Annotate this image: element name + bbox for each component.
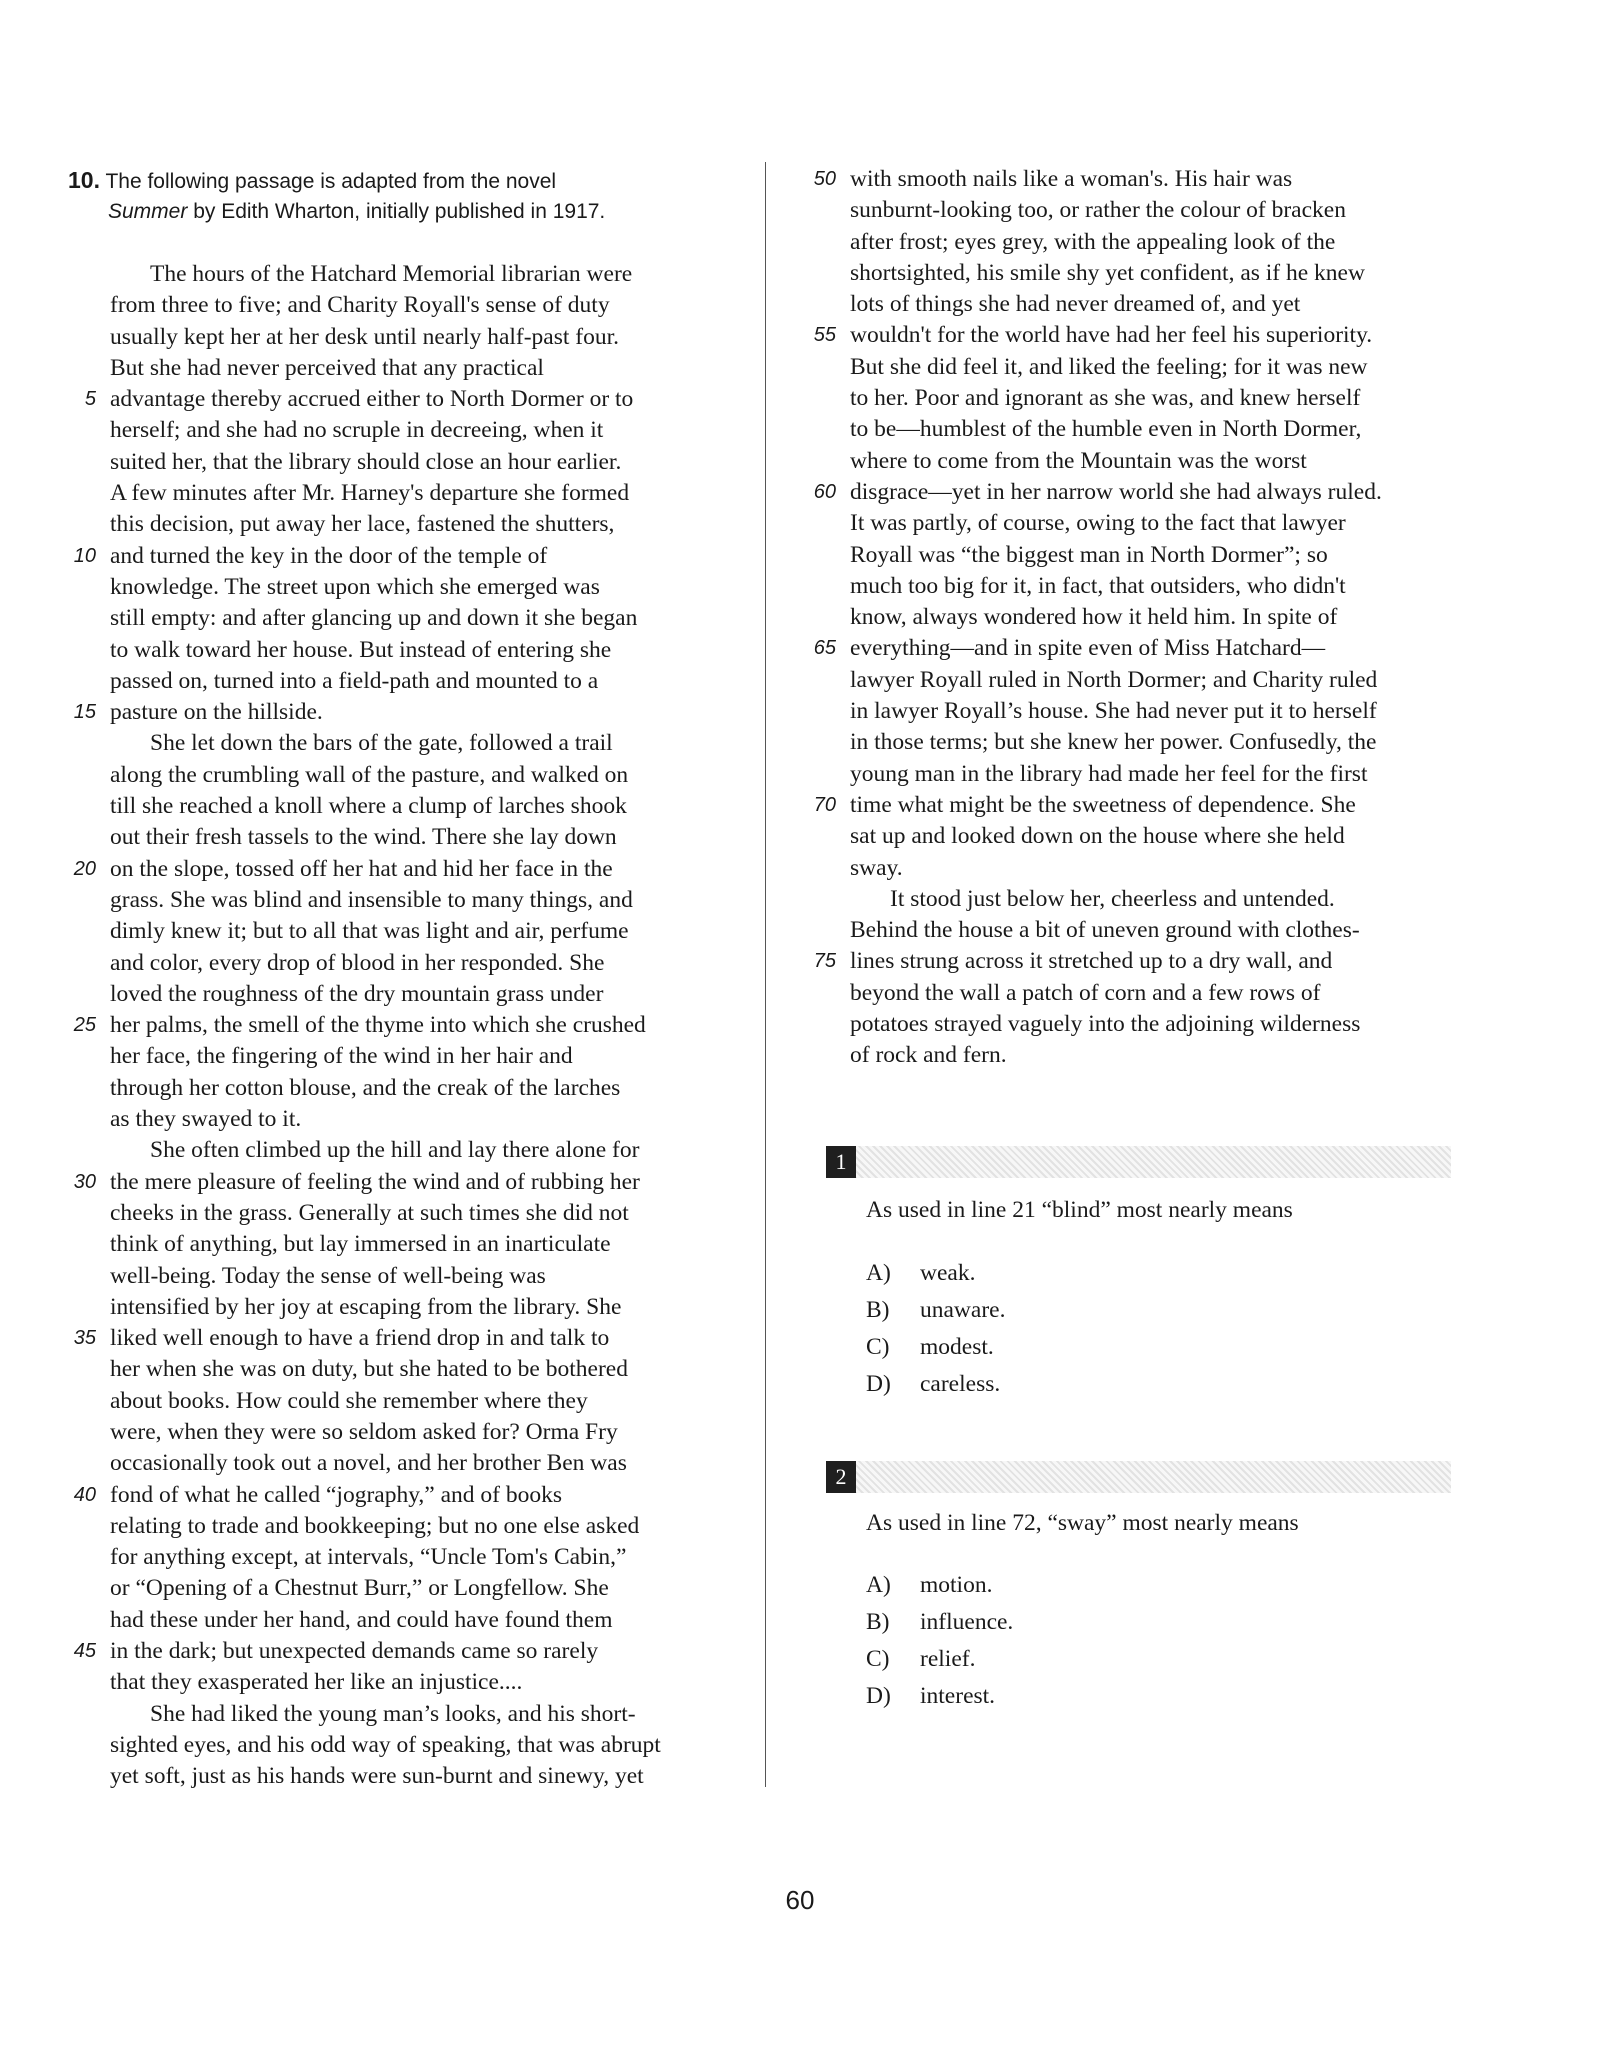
passage-line (66, 885, 766, 916)
passage-line (806, 477, 1486, 508)
intro-line-1 (68, 165, 748, 197)
line-number: 50 (813, 168, 836, 190)
passage-line (806, 853, 1486, 884)
line-number: 35 (73, 1327, 96, 1350)
choice-text: unaware. (920, 1297, 1006, 1323)
line-text: beyond the wall a patch of corn and a few rows of (850, 979, 1321, 1006)
passage-line (806, 258, 1486, 289)
line-text: shortsighted, his smile shy yet confident, as if he knew (850, 259, 1365, 286)
passage-line (66, 1354, 766, 1385)
line-text: from three to five; and Charity Royall's sense of duty (110, 292, 610, 319)
passage-line (806, 289, 1486, 320)
line-text: usually kept her at her desk until nearly half-past four. (110, 323, 620, 350)
line-number: 25 (73, 1014, 96, 1037)
passage-line (66, 1573, 766, 1604)
passage-line (806, 446, 1486, 477)
line-text: suited her, that the library should close an hour earlier. (110, 448, 622, 475)
line-text: about books. How could she remember where they (110, 1387, 588, 1414)
passage-line (66, 916, 766, 947)
passage-line (806, 884, 1486, 915)
line-text: She let down the bars of the gate, followed a trail (150, 730, 613, 757)
passage-line (806, 602, 1486, 633)
line-text: still empty: and after glancing up and down it she began (110, 605, 638, 632)
line-text: had these under her hand, and could have found them (110, 1606, 613, 1633)
passage-line (66, 791, 766, 822)
line-text: lawyer Royall ruled in North Dormer; and Charity ruled (850, 666, 1378, 693)
line-text: occasionally took out a novel, and her brother Ben was (110, 1450, 627, 1477)
line-text: passed on, turned into a field-path and mounted to a (110, 667, 599, 694)
line-text: in lawyer Royall’s house. She had never put it to herself (850, 698, 1377, 725)
line-text: that they exasperated her like an injustice.... (110, 1669, 523, 1696)
passage-line (66, 1730, 766, 1761)
passage-line (806, 320, 1486, 351)
line-text: this decision, put away her lace, fastened the shutters, (110, 511, 615, 538)
passage-line (806, 164, 1486, 195)
passage-line (806, 633, 1486, 664)
line-text: It was partly, of course, owing to the fact that lawyer (850, 510, 1346, 537)
intro-line-2 (68, 197, 748, 227)
line-text: But she did feel it, and liked the feeling; for it was new (850, 353, 1368, 380)
question-2-choice-b[interactable] (866, 1609, 1013, 1636)
line-text: knowledge. The street upon which she emerged was (110, 573, 600, 600)
line-text: with smooth nails like a woman's. His hair was (850, 166, 1293, 192)
choice-letter: A) (866, 1572, 891, 1598)
line-text: loved the roughness of the dry mountain grass under (110, 980, 604, 1007)
question-1-choice-a[interactable] (866, 1260, 975, 1287)
question-1-header-bar (826, 1146, 1451, 1178)
choice-letter: C) (866, 1646, 890, 1672)
passage-line (806, 352, 1486, 383)
line-text: sat up and looked down on the house where she held (850, 823, 1345, 850)
line-text: everything—and in spite even of Miss Hatchard— (850, 635, 1326, 662)
passage-line (806, 790, 1486, 821)
line-text: sway. (850, 854, 903, 881)
choice-letter: D) (866, 1683, 891, 1709)
line-text: think of anything, but lay immersed in an inarticulate (110, 1231, 611, 1258)
passage-line (806, 821, 1486, 852)
passage-line (66, 572, 766, 603)
question-2-header-bar (826, 1461, 1451, 1493)
passage-line (806, 508, 1486, 539)
line-text: much too big for it, in fact, that outsiders, who didn't (850, 572, 1346, 599)
choice-letter: B) (866, 1297, 890, 1323)
line-text: lines strung across it stretched up to a dry wall, and (850, 948, 1333, 975)
line-text: through her cotton blouse, and the creak of the larches (110, 1074, 621, 1101)
passage-line (66, 1448, 766, 1479)
passage-line (66, 384, 766, 415)
passage-line (806, 1009, 1486, 1040)
line-text: herself; and she had no scruple in decreeing, when it (110, 417, 604, 444)
passage-line (66, 353, 766, 384)
line-text: were, when they were so seldom asked for? Orma Fry (110, 1418, 618, 1445)
choice-letter: C) (866, 1334, 890, 1360)
passage-line (66, 290, 766, 321)
choice-text: relief. (920, 1646, 976, 1672)
question-1-number-box: 1 (826, 1146, 856, 1178)
line-number: 20 (73, 857, 96, 880)
choice-text: careless. (920, 1371, 1001, 1397)
question-intro (68, 165, 748, 227)
line-text: to her. Poor and ignorant as she was, and knew herself (850, 385, 1361, 412)
passage-right-column (806, 164, 1486, 1072)
question-2-choice-c[interactable] (866, 1646, 975, 1673)
passage-line (66, 1636, 766, 1667)
passage-line (66, 1605, 766, 1636)
choice-letter: B) (866, 1609, 890, 1635)
choice-text: motion. (920, 1572, 993, 1598)
line-text: after frost; eyes grey, with the appealing look of the (850, 228, 1336, 255)
line-number: 30 (73, 1170, 96, 1193)
passage-line (66, 1229, 766, 1260)
line-text: her when she was on duty, but she hated to be bothered (110, 1356, 628, 1383)
line-text: along the crumbling wall of the pasture, and walked on (110, 761, 629, 788)
line-text: pasture on the hillside. (110, 699, 323, 726)
passage-line (66, 603, 766, 634)
passage-line (66, 948, 766, 979)
passage-line (66, 1041, 766, 1072)
line-text: in those terms; but she knew her power. Confusedly, the (850, 729, 1377, 756)
passage-line (66, 979, 766, 1010)
line-text: and turned the key in the door of the temple of (110, 542, 548, 569)
page-number: 60 (785, 1885, 815, 1915)
line-number: 55 (813, 324, 836, 347)
line-text: She had liked the young man’s looks, and his short- (150, 1700, 636, 1727)
line-text: grass. She was blind and insensible to many things, and (110, 886, 633, 913)
line-text: dimly knew it; but to all that was light and air, perfume (110, 918, 629, 945)
line-number: 15 (73, 701, 96, 724)
choice-text: interest. (920, 1683, 996, 1709)
passage-line (806, 915, 1486, 946)
passage-line (66, 728, 766, 759)
line-text: her palms, the smell of the thyme into which she crushed (110, 1012, 646, 1039)
line-text: to be—humblest of the humble even in North Dormer, (850, 416, 1362, 443)
line-number: 5 (84, 388, 96, 411)
line-text: or “Opening of a Chestnut Burr,” or Longfellow. She (110, 1575, 609, 1602)
line-text: out their fresh tassels to the wind. There she lay down (110, 824, 617, 851)
passage-line (806, 195, 1486, 226)
passage-line (66, 322, 766, 353)
passage-line (806, 1040, 1486, 1071)
line-text: time what might be the sweetness of dependence. She (850, 791, 1356, 818)
passage-line (66, 635, 766, 666)
passage-line (66, 1761, 766, 1792)
passage-line (806, 978, 1486, 1009)
line-text: the mere pleasure of feeling the wind and of rubbing her (110, 1168, 640, 1195)
line-text: A few minutes after Mr. Harney's departure she formed (110, 480, 630, 507)
question-2-prompt: As used in line 72, “sway” most nearly means (866, 1510, 1299, 1536)
line-text: The hours of the Hatchard Memorial librarian were (150, 261, 633, 287)
passage-line (66, 1542, 766, 1573)
line-number: 70 (813, 793, 836, 816)
passage-line (806, 540, 1486, 571)
line-text: as they swayed to it. (110, 1106, 302, 1133)
line-text: wouldn't for the world have had her feel his superiority. (850, 322, 1373, 349)
passage-line (66, 259, 766, 290)
line-number: 40 (73, 1483, 96, 1506)
line-number: 45 (73, 1640, 96, 1663)
line-text: know, always wondered how it held him. In spite of (850, 604, 1338, 631)
line-text: potatoes strayed vaguely into the adjoining wilderness (850, 1011, 1361, 1038)
passage-line (66, 478, 766, 509)
question-1-choice-c[interactable] (866, 1334, 994, 1361)
line-text: till she reached a knoll where a clump of larches shook (110, 793, 627, 820)
line-text: yet soft, just as his hands were sun-burnt and sinewy, yet (110, 1763, 644, 1790)
line-text: liked well enough to have a friend drop in and talk to (110, 1325, 610, 1352)
line-text: intensified by her joy at escaping from the library. She (110, 1293, 622, 1320)
line-text: her face, the fingering of the wind in her hair and (110, 1043, 573, 1070)
choice-text: influence. (920, 1609, 1014, 1635)
question-1-prompt: As used in line 21 “blind” most nearly means (866, 1197, 1293, 1223)
choice-letter: A) (866, 1260, 891, 1286)
passage-line (806, 414, 1486, 445)
line-text: But she had never perceived that any practical (110, 354, 544, 381)
passage-line (806, 227, 1486, 258)
passage-line (66, 697, 766, 728)
passage-line (806, 665, 1486, 696)
line-text: sighted eyes, and his odd way of speaking, that was abrupt (110, 1731, 661, 1758)
question-1-choice-d[interactable] (866, 1371, 1000, 1398)
passage-line (66, 1104, 766, 1135)
line-text: disgrace—yet in her narrow world she had always ruled. (850, 478, 1382, 505)
line-text: cheeks in the grass. Generally at such times she did not (110, 1199, 629, 1226)
question-2-number-box: 2 (826, 1461, 856, 1493)
passage-line (806, 727, 1486, 758)
line-text: advantage thereby accrued either to North Dormer or to (110, 386, 634, 413)
line-number: 75 (813, 950, 836, 973)
line-text: for anything except, at intervals, “Uncle Tom's Cabin,” (110, 1544, 627, 1571)
line-text: young man in the library had made her feel for the first (850, 760, 1368, 787)
line-text: in the dark; but unexpected demands came so rarely (110, 1638, 599, 1665)
column-divider (765, 162, 766, 1787)
line-text: on the slope, tossed off her hat and hid her face in the (110, 855, 613, 882)
line-text: and color, every drop of blood in her responded. She (110, 949, 605, 976)
passage-line (66, 1073, 766, 1104)
question-1-choice-b[interactable] (866, 1297, 1005, 1324)
passage-line (66, 822, 766, 853)
passage-line (66, 415, 766, 446)
line-number: 60 (813, 480, 836, 503)
passage-line (66, 1292, 766, 1323)
line-text: It stood just below her, cheerless and untended. (890, 885, 1335, 912)
passage-line (66, 1511, 766, 1542)
passage-line (66, 541, 766, 572)
line-text: Behind the house a bit of uneven ground with clothes- (850, 917, 1360, 944)
passage-line (806, 946, 1486, 977)
novel-title: Summer (108, 200, 188, 223)
passage-line (806, 383, 1486, 414)
passage-line (66, 1417, 766, 1448)
line-text: Royall was “the biggest man in North Dormer”; so (850, 541, 1328, 568)
passage-line (66, 1386, 766, 1417)
passage-line (66, 1010, 766, 1041)
passage-line (66, 1198, 766, 1229)
line-text: sunburnt-looking too, or rather the colour of bracken (850, 197, 1346, 224)
line-text: She often climbed up the hill and lay there alone for (150, 1137, 640, 1164)
intro-text: The following passage is adapted from the novel (105, 170, 557, 193)
choice-letter: D) (866, 1371, 891, 1397)
choice-text: modest. (920, 1334, 994, 1360)
line-text: where to come from the Mountain was the worst (850, 447, 1307, 474)
passage-line (806, 759, 1486, 790)
passage-line (66, 854, 766, 885)
line-text: lots of things she had never dreamed of, and yet (850, 291, 1301, 318)
line-text: to walk toward her house. But instead of entering she (110, 636, 612, 663)
line-text: well-being. Today the sense of well-being was (110, 1262, 546, 1289)
passage-line (66, 447, 766, 478)
passage-line (66, 1167, 766, 1198)
intro-source: by Edith Wharton, initially published in 1917. (187, 200, 606, 223)
question-number: 10. (68, 167, 100, 193)
line-text: fond of what he called “jography,” and of books (110, 1481, 563, 1508)
passage-line (66, 1699, 766, 1730)
passage-line (66, 509, 766, 540)
passage-line (66, 1323, 766, 1354)
passage-line (66, 1135, 766, 1166)
question-2-choice-d[interactable] (866, 1683, 995, 1710)
passage-line (66, 1480, 766, 1511)
line-text: relating to trade and bookkeeping; but no one else asked (110, 1512, 640, 1539)
passage-line (66, 666, 766, 697)
line-number: 65 (813, 637, 836, 660)
passage-line (66, 1261, 766, 1292)
question-2-choice-a[interactable] (866, 1572, 992, 1599)
line-number: 10 (73, 544, 96, 567)
choice-text: weak. (920, 1260, 976, 1286)
passage-left-column (66, 259, 766, 1793)
line-text: of rock and fern. (850, 1042, 1007, 1069)
passage-line (66, 1667, 766, 1698)
passage-line (806, 696, 1486, 727)
passage-line (66, 760, 766, 791)
passage-line (806, 571, 1486, 602)
